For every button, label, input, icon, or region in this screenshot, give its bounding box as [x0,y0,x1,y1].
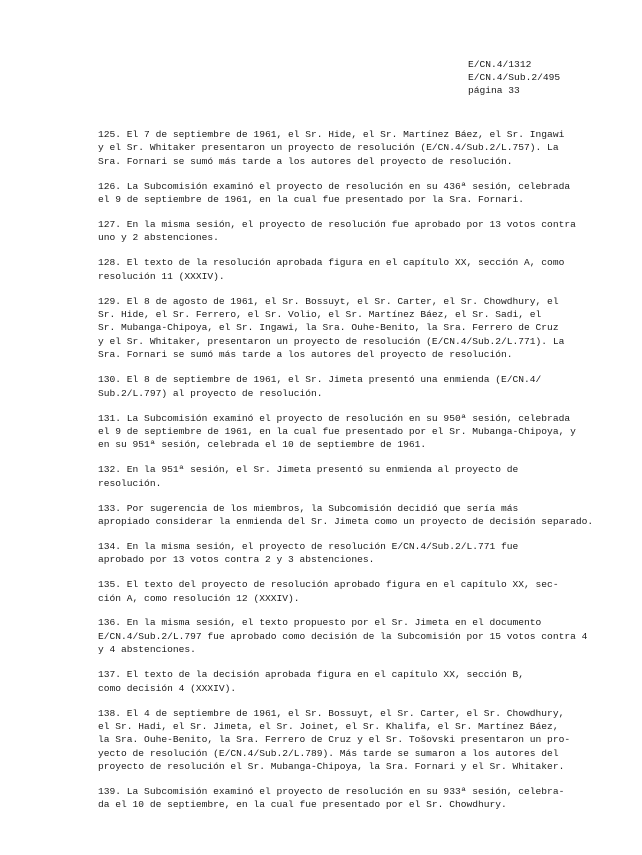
paragraph-line: 137. El texto de la decisión aprobada figura en el capítulo XX, sección B, [98,669,525,681]
paragraph-line: 128. El texto de la resolución aprobada figura en el capítulo XX, sección A, como [98,257,565,269]
paragraph-line: proyecto de resolución el Sr. Mubanga-Chipoya, la Sra. Fornari y el Sr. Whitaker. [98,761,565,773]
paragraph-line: resolución. [98,477,162,489]
paragraph-line: apropiado considerar la enmienda del Sr. Jimeta como un proyecto de decisión separado. [98,515,594,527]
paragraph-line: como decisión 4 (XXXIV). [98,682,237,694]
paragraph-line: 126. La Subcomisión examinó el proyecto de resolución en su 436ª sesión, celebrada [98,180,571,192]
paragraph-line: el Sr. Hadi, el Sr. Jimeta, el Sr. Joinet, el Sr. Khalifa, el Sr. Martínez Báez, [98,720,559,732]
paragraph-line: da el 10 de septiembre, en la cual fue presentado por el Sr. Chowdhury. [98,799,507,811]
paragraph-line: Sra. Fornari se sumó más tarde a los autores del proyecto de resolución. [98,349,513,361]
document-header [468,58,628,97]
paragraph-line: 138. El 4 de septiembre de 1961, el Sr. Bossuyt, el Sr. Carter, el Sr. Chowdhury, [98,707,565,719]
paragraph-line: Sra. Fornari se sumó más tarde a los autores del proyecto de resolución. [98,155,513,167]
paragraph-line: Sub.2/L.797) al proyecto de resolución. [98,387,323,399]
page-number: página 33 [468,85,520,96]
paragraph-line: 131. La Subcomisión examinó el proyecto de resolución en su 950ª sesión, celebrada [98,412,571,424]
paragraph-line: el 9 de septiembre de 1961, en la cual fue presentado por la Sra. Fornari. [98,194,525,206]
paragraph [98,412,606,452]
paragraph-line: 130. El 8 de septiembre de 1961, el Sr. Jimeta presentó una enmienda (E/CN.4/ [98,374,542,386]
paragraph [98,540,606,567]
paragraph [98,295,606,362]
document-symbol: E/CN.4/1312 [468,59,532,70]
paragraph-line: uno y 2 abstenciones. [98,232,219,244]
paragraph-line: aprobado por 13 votos contra 2 y 3 abstenciones. [98,554,375,566]
paragraph [98,502,606,529]
paragraph-line: 129. El 8 de agosto de 1961, el Sr. Bossuyt, el Sr. Carter, el Sr. Chowdhury, el [98,295,559,307]
paragraph-line: y el Sr. Whitaker presentaron un proyecto de resolución (E/CN.4/Sub.2/L.757). La [98,142,559,154]
paragraph [98,463,606,490]
paragraph-line: 125. El 7 de septiembre de 1961, el Sr. Hide, el Sr. Martínez Báez, el Sr. Ingawi [98,129,565,140]
paragraph [98,256,606,283]
paragraph-line: 135. El texto del proyecto de resolución aprobado figura en el capítulo XX, sec- [98,579,559,591]
paragraph-line: 136. En la misma sesión, el texto propuesto por el Sr. Jimeta en el documento [98,617,542,629]
paragraph-line: resolución 11 (XXXIV). [98,270,225,282]
paragraph-line: 132. En la 951ª sesión, el Sr. Jimeta presentó su enmienda al proyecto de [98,464,519,476]
paragraph [98,373,606,400]
paragraph-line: yecto de resolución (E/CN.4/Sub.2/L.789). Más tarde se sumaron a los autores del [98,747,559,759]
paragraph [98,785,606,812]
paragraph [98,578,606,605]
paragraph-line: 134. En la misma sesión, el proyecto de resolución E/CN.4/Sub.2/L.771 fue [98,540,519,552]
document-subsymbol: E/CN.4/Sub.2/495 [468,72,561,83]
paragraph-line: ción A, como resolución 12 (XXXIV). [98,592,300,604]
paragraph [98,707,606,774]
paragraph [98,180,606,207]
paragraph-line: E/CN.4/Sub.2/L.797 fue aprobado como decisión de la Subcomisión por 15 votos contra 4 [98,630,588,642]
paragraph [98,616,606,656]
paragraph-line: 133. Por sugerencia de los miembros, la Subcomisión decidió que sería más [98,502,519,514]
paragraph-line: el 9 de septiembre de 1961, en la cual fue presentado por el Sr. Mubanga-Chipoya, y [98,425,576,437]
paragraph-line: y el Sr. Whitaker, presentaron un proyecto de resolución (E/CN.4/Sub.2/L.771). La [98,335,565,347]
paragraph-line: Sr. Mubanga-Chipoya, el Sr. Ingawi, la Sra. Ouhe-Benito, la Sra. Ferrero de Cruz [98,322,559,334]
paragraph-line: 139. La Subcomisión examinó el proyecto de resolución en su 933ª sesión, celebra- [98,786,565,798]
paragraph-line: Sr. Hide, el Sr. Ferrero, el Sr. Volio, el Sr. Martínez Báez, el Sr. Sadi, el [98,309,542,321]
paragraph-line: 127. En la misma sesión, el proyecto de resolución fue aprobado por 13 votos contra [98,219,576,231]
paragraph-line: y 4 abstenciones. [98,644,196,656]
paragraph [98,218,606,245]
paragraph-line: en su 951ª sesión, celebrada el 10 de septiembre de 1961. [98,439,427,451]
paragraph-line: la Sra. Ouhe-Benito, la Sra. Ferrero de Cruz y el Sr. Tošovski presentaron un pro- [98,734,571,746]
paragraph [98,668,606,695]
document-body [98,128,606,823]
paragraph [98,128,606,168]
